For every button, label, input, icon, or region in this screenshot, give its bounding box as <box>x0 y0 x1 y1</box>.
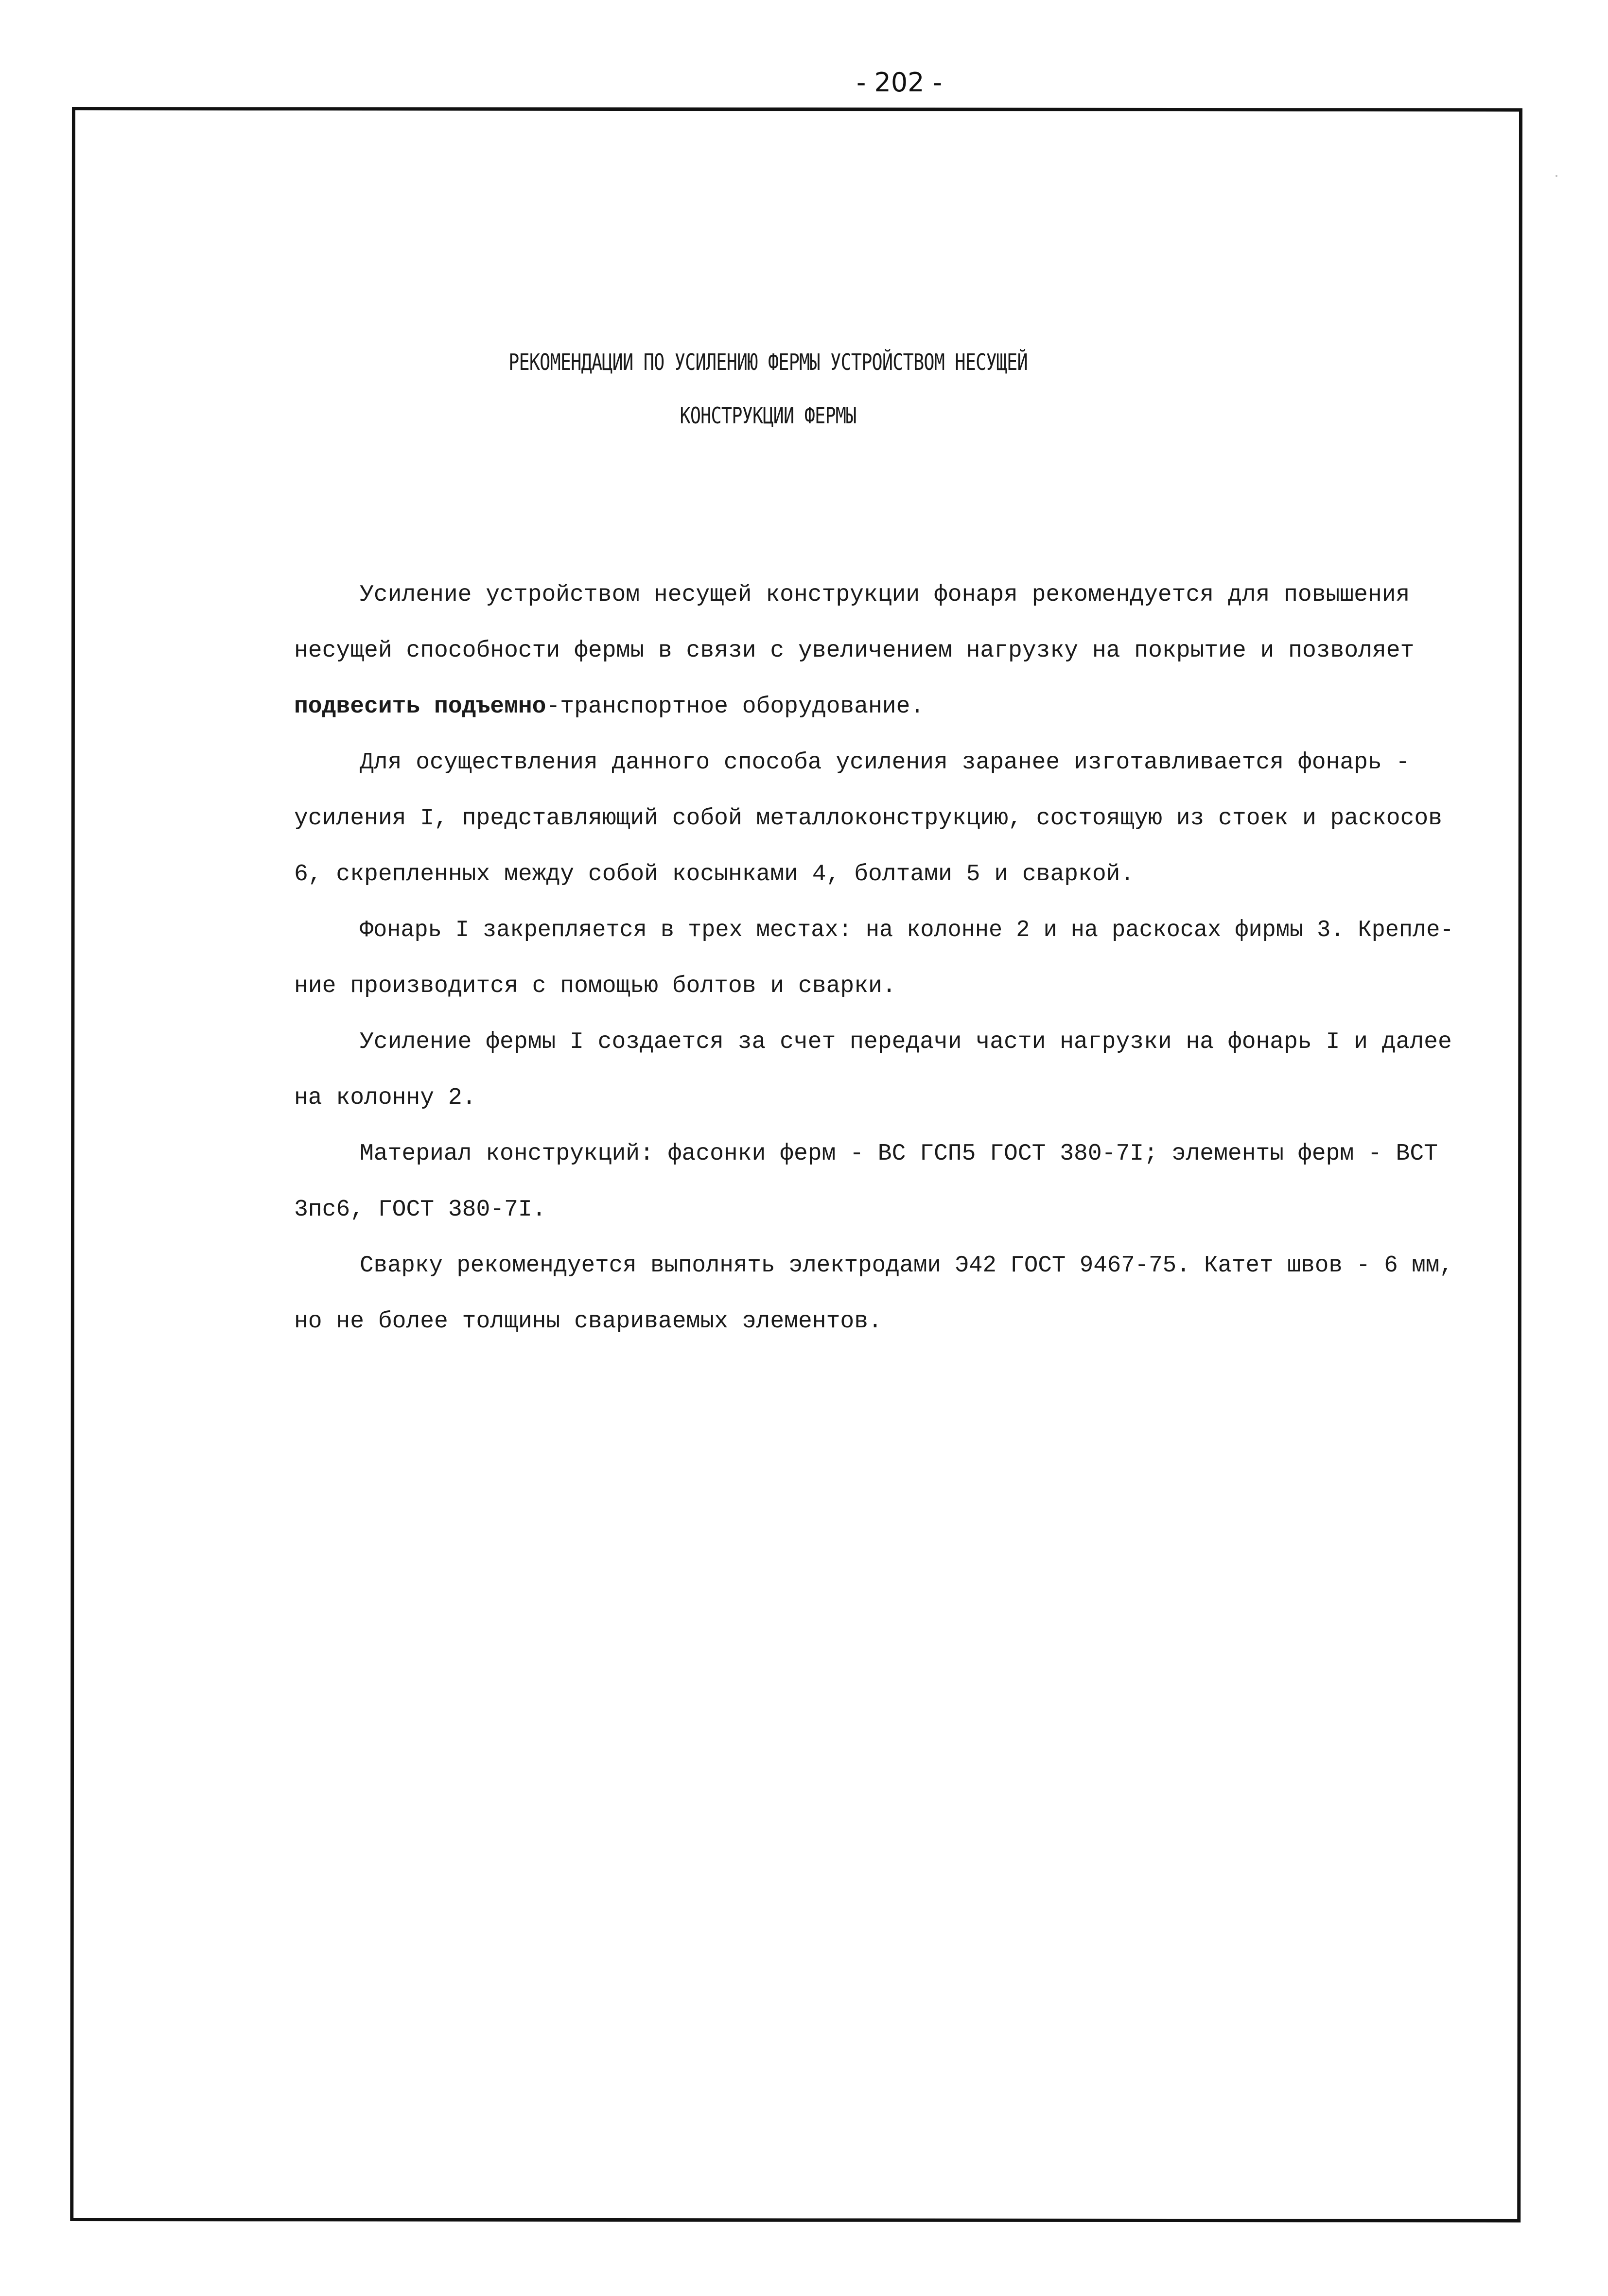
p2-line-2: усиления I, представляющий собой металлоконструкцию, состоящую из стоек и раскосов <box>294 805 1442 832</box>
p1-line-3-bold: подвесить подъемно <box>294 694 546 720</box>
scan-speck <box>1556 175 1557 177</box>
document-title <box>348 335 1188 442</box>
p3-line-2: ние производится с помощью болтов и сварки. <box>294 973 896 999</box>
p1-line-3 <box>294 693 924 721</box>
p5-line-2: 3пс6, ГОСТ 380-7I. <box>294 1197 546 1223</box>
p2-line-1: Для осуществления данного способа усиления заранее изготавливается фонарь - <box>360 749 1410 776</box>
p4-line-2: на колонну 2. <box>294 1085 476 1111</box>
title-line-2: КОНСТРУКЦИИ ФЕРМЫ <box>680 402 856 429</box>
p3-line-1: Фонарь I закрепляется в трех местах: на колонне 2 и на раскосах фирмы 3. Крепле- <box>360 917 1454 943</box>
p6-line-2: но не более толщины свариваемых элементов. <box>294 1308 882 1335</box>
p1-line-2: несущей способности фермы в связи с увеличением нагрузку на покрытие и позволяет <box>294 638 1415 664</box>
p4-line-1: Усиление фермы I создается за счет передачи части нагрузки на фонарь I и далее <box>360 1029 1452 1055</box>
page-number: - 202 - <box>856 67 943 98</box>
p1-line-1: Усиление устройством несущей конструкции фонаря рекомендуется для повышения <box>360 582 1410 608</box>
p6-line-1: Сварку рекомендуется выполнять электродами Э42 ГОСТ 9467-75. Катет швов - 6 мм, <box>360 1252 1453 1279</box>
p1-line-3-rest: -транспортное оборудование. <box>546 694 925 720</box>
p2-line-3: 6, скрепленных между собой косынками 4, болтами 5 и сваркой. <box>294 861 1135 887</box>
title-line-1: РЕКОМЕНДАЦИИ ПО УСИЛЕНИЮ ФЕРМЫ УСТРОЙСТВОМ НЕСУЩЕЙ <box>508 349 1028 375</box>
p5-line-1: Материал конструкций: фасонки ферм - ВС ГСП5 ГОСТ 380-7I; элементы ферм - ВСТ <box>360 1141 1438 1167</box>
